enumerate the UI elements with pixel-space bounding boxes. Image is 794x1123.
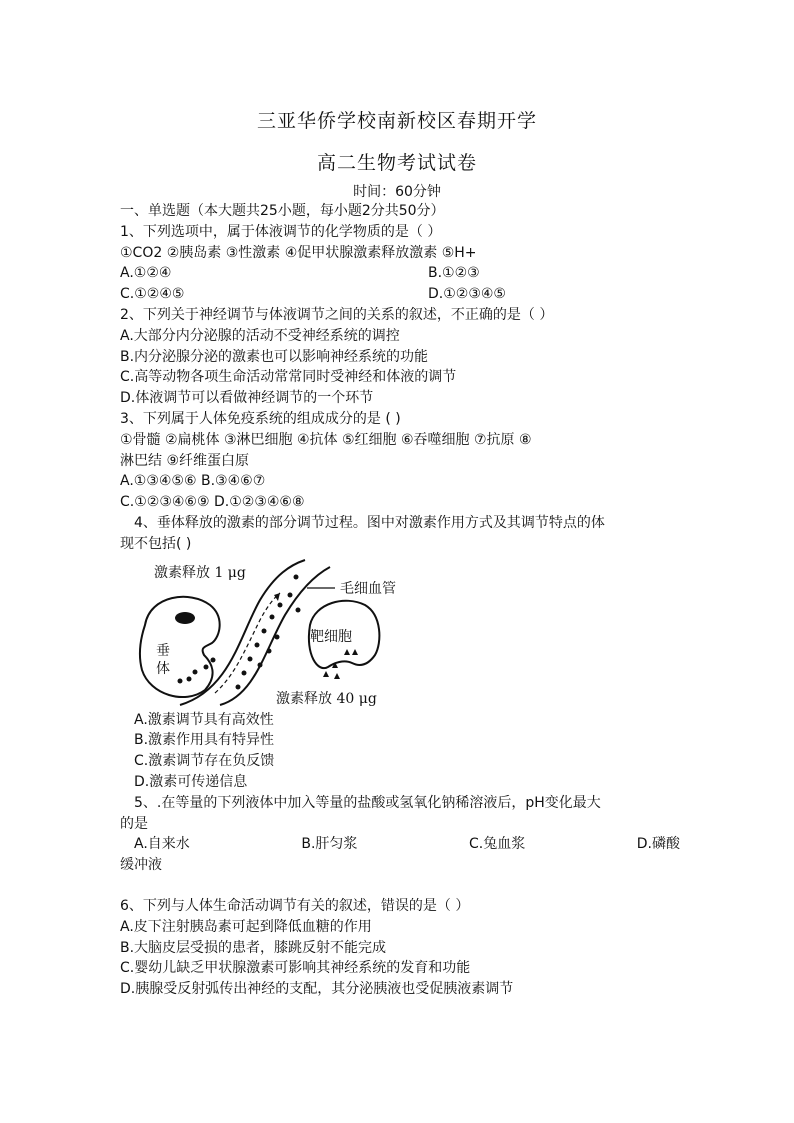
hormone-diagram-svg [120,555,680,710]
label-capillary: 毛细血管 [340,580,396,597]
q1-option-b: B.①②③ [428,265,480,282]
q5-stem-line1: 5、.在等量的下列液体中加入等量的盐酸或氢氧化钠稀溶液后，pH变化最大 [134,794,601,811]
q1-stem: 1、下列选项中，属于体液调节的化学物质的是（ ） [120,223,442,240]
q2-option-d: D.体液调节可以看做神经调节的一个环节 [120,390,374,407]
hormone-dot [288,592,293,597]
label-release-top: 激素释放 1 μg [154,564,246,581]
q5-option-a: A.自来水 [134,836,190,853]
secretion-granule [334,673,340,679]
secretion-granule [344,649,350,655]
secretion-granule [352,649,358,655]
q2-option-a: A.大部分内分泌腺的活动不受神经系统的调控 [120,327,400,344]
q6-option-d: D.胰腺受反射弧传出神经的支配，其分泌胰液也受促胰液素调节 [120,981,514,998]
q4-option-c: C.激素调节存在负反馈 [134,753,275,770]
q1-option-d: D.①②③④⑤ [428,286,506,303]
school-title: 三亚华侨学校南新校区春期开学 [256,110,537,132]
secretion-granule [323,671,329,677]
q3-options-ab: A.①③④⑤⑥ B.③④⑥⑦ [120,473,266,490]
q1-items: ①CO2 ②胰岛素 ③性激素 ④促甲状腺激素释放激素 ⑤H+ [120,244,477,261]
granule [211,657,216,662]
q4-option-a: A.激素调节具有高效性 [134,711,274,728]
q4-option-b: B.激素作用具有特异性 [134,732,275,749]
exam-content [120,201,680,1000]
q1-option-c: C.①②④⑤ [120,286,185,303]
exam-time: 时间：60分钟 [353,184,441,200]
hormone-dot [296,607,301,612]
label-target-cell: 靶细胞 [310,628,352,645]
hormone-dot [275,634,280,639]
q3-stem: 3、下列属于人体免疫系统的组成成分的是 ( ) [120,410,401,427]
granule [204,664,209,669]
q3-options-cd: C.①②③④⑥⑨ D.①②③④⑥⑧ [120,494,305,511]
q4-stem-line1: 4、垂体释放的激素的部分调节过程。图中对激素作用方式及其调节特点的体 [134,514,605,531]
q5-option-d-cont: 缓冲液 [120,857,162,874]
q5-stem-line2: 的是 [120,815,148,832]
q6-option-a: A.皮下注射胰岛素可起到降低血糖的作用 [120,918,372,935]
exam-title: 高二生物考试试卷 [316,152,477,174]
q2-option-c: C.高等动物各项生命活动常常同时受神经和体液的调节 [120,369,457,386]
hormone-dot [255,642,260,647]
hormone-dot [242,670,247,675]
q1-option-a: A.①②④ [120,265,172,282]
hormone-diagram [120,555,680,710]
q1-options-cd [120,284,680,305]
q2-stem: 2、下列关于神经调节与体液调节之间的关系的叙述，不正确的是（ ） [120,306,554,323]
q3-items-line2: 淋巴结 ⑨纤维蛋白原 [120,452,250,469]
label-release-bottom: 激素释放 40 μg [276,690,377,707]
q5-option-b: B.肝匀浆 [301,836,358,853]
q6-option-b: B.大脑皮层受损的患者，膝跳反射不能完成 [120,939,387,956]
hormone-dot [267,648,272,653]
hormone-dot [262,628,267,633]
granule [193,669,198,674]
hormone-dot [236,684,241,689]
q6-option-c: C.婴幼儿缺乏甲状腺激素可影响其神经系统的发育和功能 [120,960,471,977]
hormone-dot [278,602,283,607]
section-heading: 一、单选题（本大题共25小题，每小题2分共50分） [120,203,445,219]
q4-stem-line2: 现不包括( ) [120,535,192,552]
q5-option-d: D.磷酸 [636,836,680,853]
hormone-dot [294,574,299,579]
q4-option-d: D.激素可传递信息 [134,773,248,790]
hormone-dot [258,662,263,667]
label-pituitary-2: 体 [156,660,170,677]
granule [178,678,183,683]
q5-option-c: C.兔血浆 [468,836,526,853]
label-pituitary-1: 垂 [156,642,170,659]
granule [187,676,192,681]
capillary-wall-left [180,560,305,705]
q3-items-line1: ①骨髓 ②扁桃体 ③淋巴细胞 ④抗体 ⑤红细胞 ⑥吞噬细胞 ⑦抗原 ⑧ [120,431,532,448]
q5-options [120,834,680,855]
q6-stem: 6、下列与人体生命活动调节有关的叙述，错误的是（ ） [120,897,470,914]
hormone-dot [248,656,253,661]
q1-options-ab [120,263,680,284]
pituitary-nucleus [175,612,195,624]
hormone-dot [270,614,275,619]
q2-option-b: B.内分泌腺分泌的激素也可以影响神经系统的功能 [120,348,429,365]
